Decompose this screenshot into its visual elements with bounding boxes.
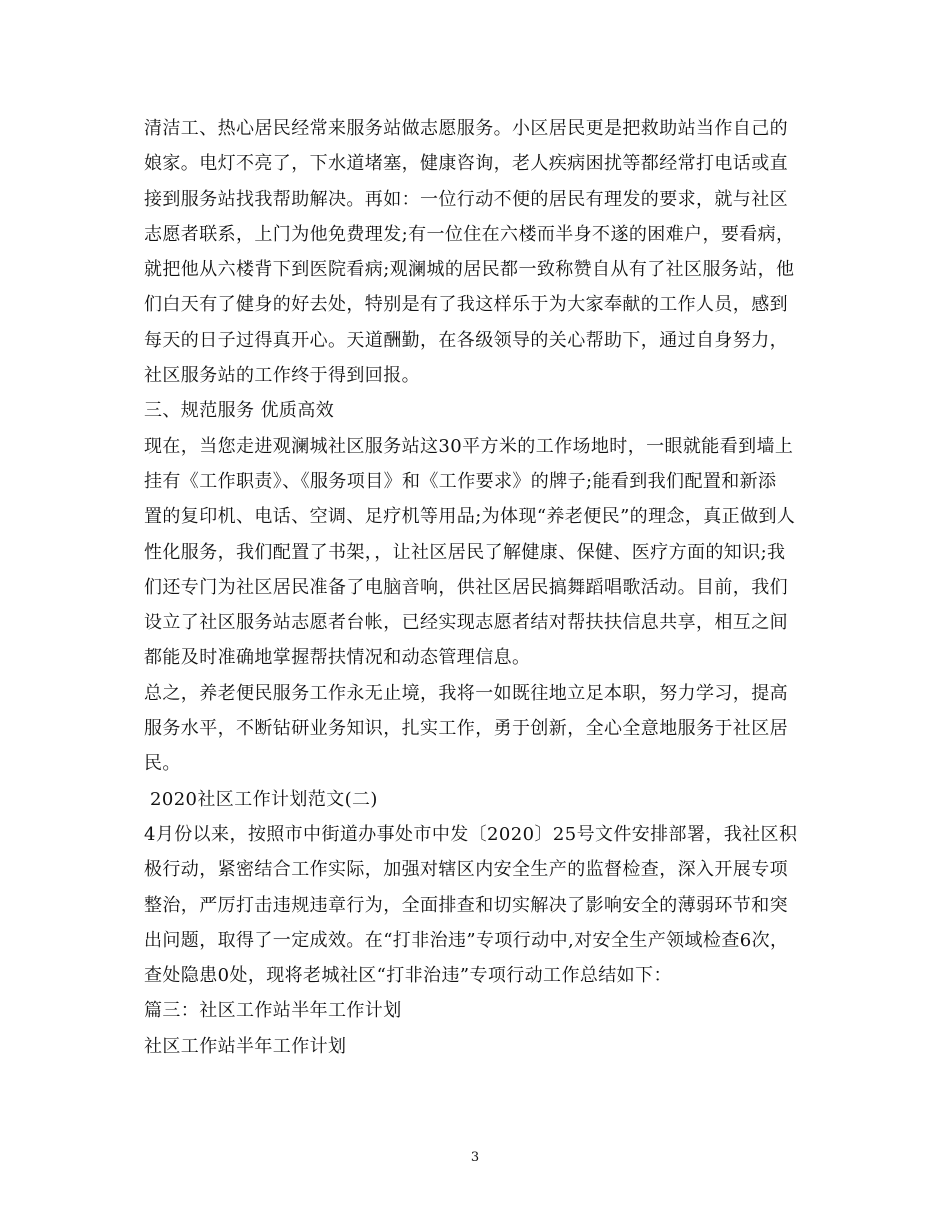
paragraph-line: 服务水平，不断钻研业务知识，扎实工作，勇于创新，全心全意地服务于社区居 — [144, 718, 788, 740]
paragraph-line: 社区服务站的工作终于得到回报。 — [144, 365, 420, 387]
section-title: 2020社区工作计划范文(二) — [150, 788, 378, 810]
paragraph-line: 娘家。电灯不亮了，下水道堵塞，健康咨询，老人疾病困扰等都经常打电话或直 — [144, 153, 788, 175]
paragraph-line: 民。 — [144, 753, 181, 775]
section-heading: 社区工作站半年工作计划 — [144, 1035, 347, 1057]
section-heading: 三、规范服务 优质高效 — [144, 400, 335, 422]
paragraph-line: 清洁工、热心居民经常来服务站做志愿服务。小区居民更是把救助站当作自己的 — [144, 118, 788, 139]
paragraph-line: 设立了社区服务站志愿者台帐，已经实现志愿者结对帮扶扶信息共享，相互之间 — [144, 612, 788, 634]
paragraph-line: 总之，养老便民服务工作永无止境，我将一如既往地立足本职，努力学习，提高 — [144, 682, 788, 704]
paragraph-line: 4月份以来，按照市中街道办事处市中发〔2020〕25号文件安排部署，我社区积 — [144, 823, 798, 845]
paragraph-line: 每天的日子过得真开心。天道酬勤，在各级领导的关心帮助下，通过自身努力， — [144, 329, 788, 351]
paragraph-line: 查处隐患0处，现将老城社区“打非治违”专项行动工作总结如下： — [144, 965, 672, 987]
section-heading: 篇三：社区工作站半年工作计划 — [144, 1000, 402, 1022]
document-body — [144, 113, 814, 1066]
paragraph-line: 现在，当您走进观澜城社区服务站这30平方米的工作场地时，一眼就能看到墙上 — [144, 435, 794, 457]
paragraph-line: 出问题，取得了一定成效。在“打非治违”专项行动中,对安全生产领域检查6次， — [144, 929, 789, 951]
paragraph-line: 置的复印机、电话、空调、足疗机等用品;为体现“养老便民”的理念，真正做到人 — [144, 506, 796, 528]
paragraph-line: 挂有《工作职责》、《服务项目》和《工作要求》的牌子;能看到我们配置和新添 — [144, 470, 777, 492]
paragraph-line: 极行动，紧密结合工作实际，加强对辖区内安全生产的监督检查，深入开展专项 — [144, 859, 788, 881]
paragraph-line: 接到服务站找我帮助解决。再如：一位行动不便的居民有理发的要求，就与社区 — [144, 188, 788, 210]
paragraph-line: 们还专门为社区居民准备了电脑音响，供社区居民搞舞蹈唱歌活动。目前，我们 — [144, 576, 788, 598]
paragraph-line: 就把他从六楼背下到医院看病;观澜城的居民都一致称赞自从有了社区服务站，他 — [144, 259, 795, 281]
paragraph-line: 志愿者联系，上门为他免费理发;有一位住在六楼而半身不遂的困难户，要看病， — [144, 223, 795, 245]
paragraph-line: 整治，严厉打击违规违章行为，全面排查和切实解决了影响安全的薄弱环节和突 — [144, 894, 788, 916]
paragraph-line: 性化服务，我们配置了书架，，让社区居民了解健康、保健、医疗方面的知识;我 — [144, 541, 786, 563]
page-number: 3 — [470, 1150, 480, 1165]
paragraph-line: 都能及时准确地掌握帮扶情况和动态管理信息。 — [144, 647, 531, 669]
paragraph-line: 们白天有了健身的好去处，特别是有了我这样乐于为大家奉献的工作人员，感到 — [144, 294, 788, 316]
